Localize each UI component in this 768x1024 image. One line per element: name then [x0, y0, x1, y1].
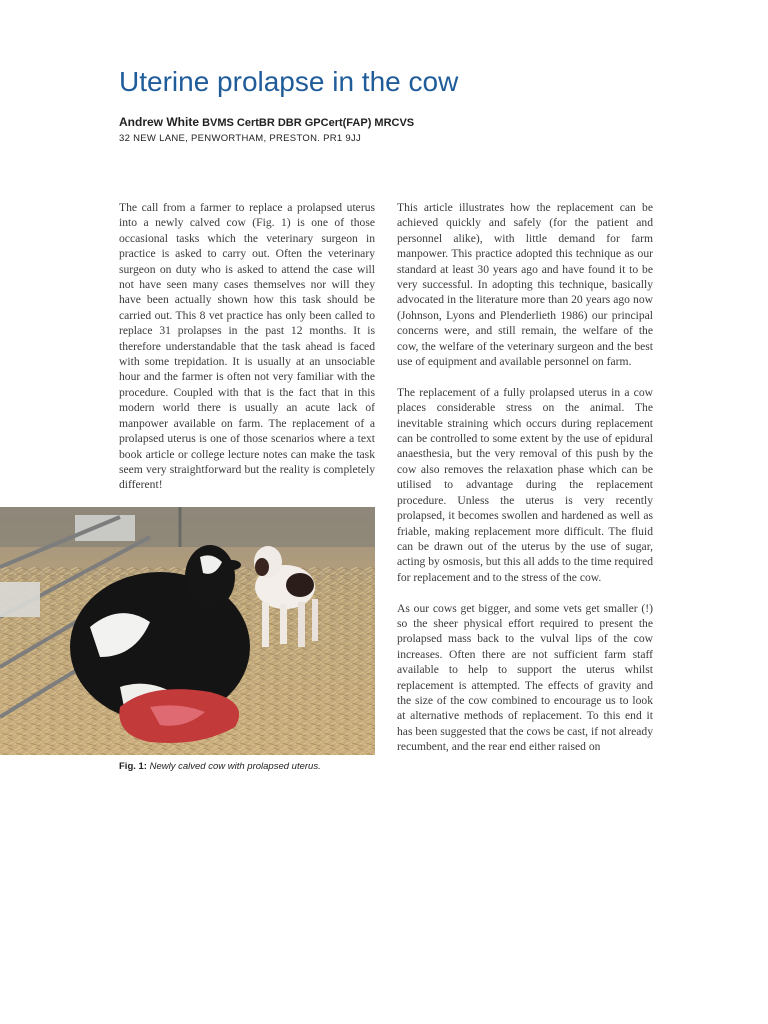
- figure-caption-text: Newly calved cow with prolapsed uterus.: [149, 761, 321, 772]
- author-line: [119, 115, 414, 129]
- figure-label: Fig. 1:: [119, 761, 147, 772]
- right-column: [397, 200, 653, 775]
- paragraph: As our cows get bigger, and some vets get smaller (!) so the sheer physical effort required to present the prolapsed mass back to the vulval lips of the cow increases. Often there are not sufficient farm staff available to help to support the uterus whilst replacement is attempted. The effects of gravity and the size of the cow combined to encourage us to look at alternative methods of replacement. To this end it has been suggested that the cows be cast, if not already recumbent, and the rear end either raised on: [397, 601, 653, 754]
- author-name: Andrew White: [119, 115, 199, 129]
- figure-caption: [119, 761, 321, 772]
- paragraph: This article illustrates how the replacement can be achieved quickly and safely (for the patient and personnel alike), with little demand for farm manpower. This practice adopted this technique as our standard at least 30 years ago and have found it to be very successful. In adopting this technique, basically advocated in the literature more than 20 years ago now (Johnson, Lyons and Plenderlieth 1986) our principal concerns were, and still remain, the welfare of the cow, the welfare of the veterinary surgeon and the best use of equipment and available personnel on farm.: [397, 201, 653, 369]
- author-address: 32 NEW LANE, PENWORTHAM, PRESTON. PR1 9JJ: [119, 133, 362, 144]
- paragraph: The replacement of a fully prolapsed uterus in a cow places considerable stress on the animal. The inevitable straining which occurs during replacement can be controlled to some extent by the use of epidural anaesthesia, but the very removal of this push by the cow also removes the relaxation phase which can be utilised to advantage during the replacement procedure. Unless the uterus is very recently prolapsed, it becomes swollen and hardened as well as friable, making replacement more difficult. The fluid can be drawn out of the uterus by the use of sugar, acting by osmosis, but this all adds to the time required for replacement and to the stress of the cow.: [397, 385, 653, 584]
- left-column: [119, 200, 375, 508]
- paragraph: The call from a farmer to replace a prolapsed uterus into a newly calved cow (Fig. 1) is one of those occasional tasks which the veterinary surgeon in practice is asked to carry out. Often the veterinary surgeon on duty who is asked to attend the case will not have seen many cases themselves nor will they have been actually shown how this task should be carried out. This 8 vet practice has only been called to replace 31 prolapses in the past 12 months. It is therefore understandable that the task ahead is faced with some trepidation. It is usually at an unsociable hour and the farmer is often not very familiar with the procedure. Coupled with that is the fact that in this modern world there is usually an acute lack of manpower available on farm. The replacement of a prolapsed uterus is one of those scenarios where a text book article or college lecture notes can make the task seem very straightforward but the reality is completely different!: [119, 201, 375, 492]
- figure-photo-cow-calf: [0, 507, 375, 755]
- author-qualifications: BVMS CertBR DBR GPCert(FAP) MRCVS: [202, 117, 415, 129]
- article-title: Uterine prolapse in the cow: [119, 66, 459, 97]
